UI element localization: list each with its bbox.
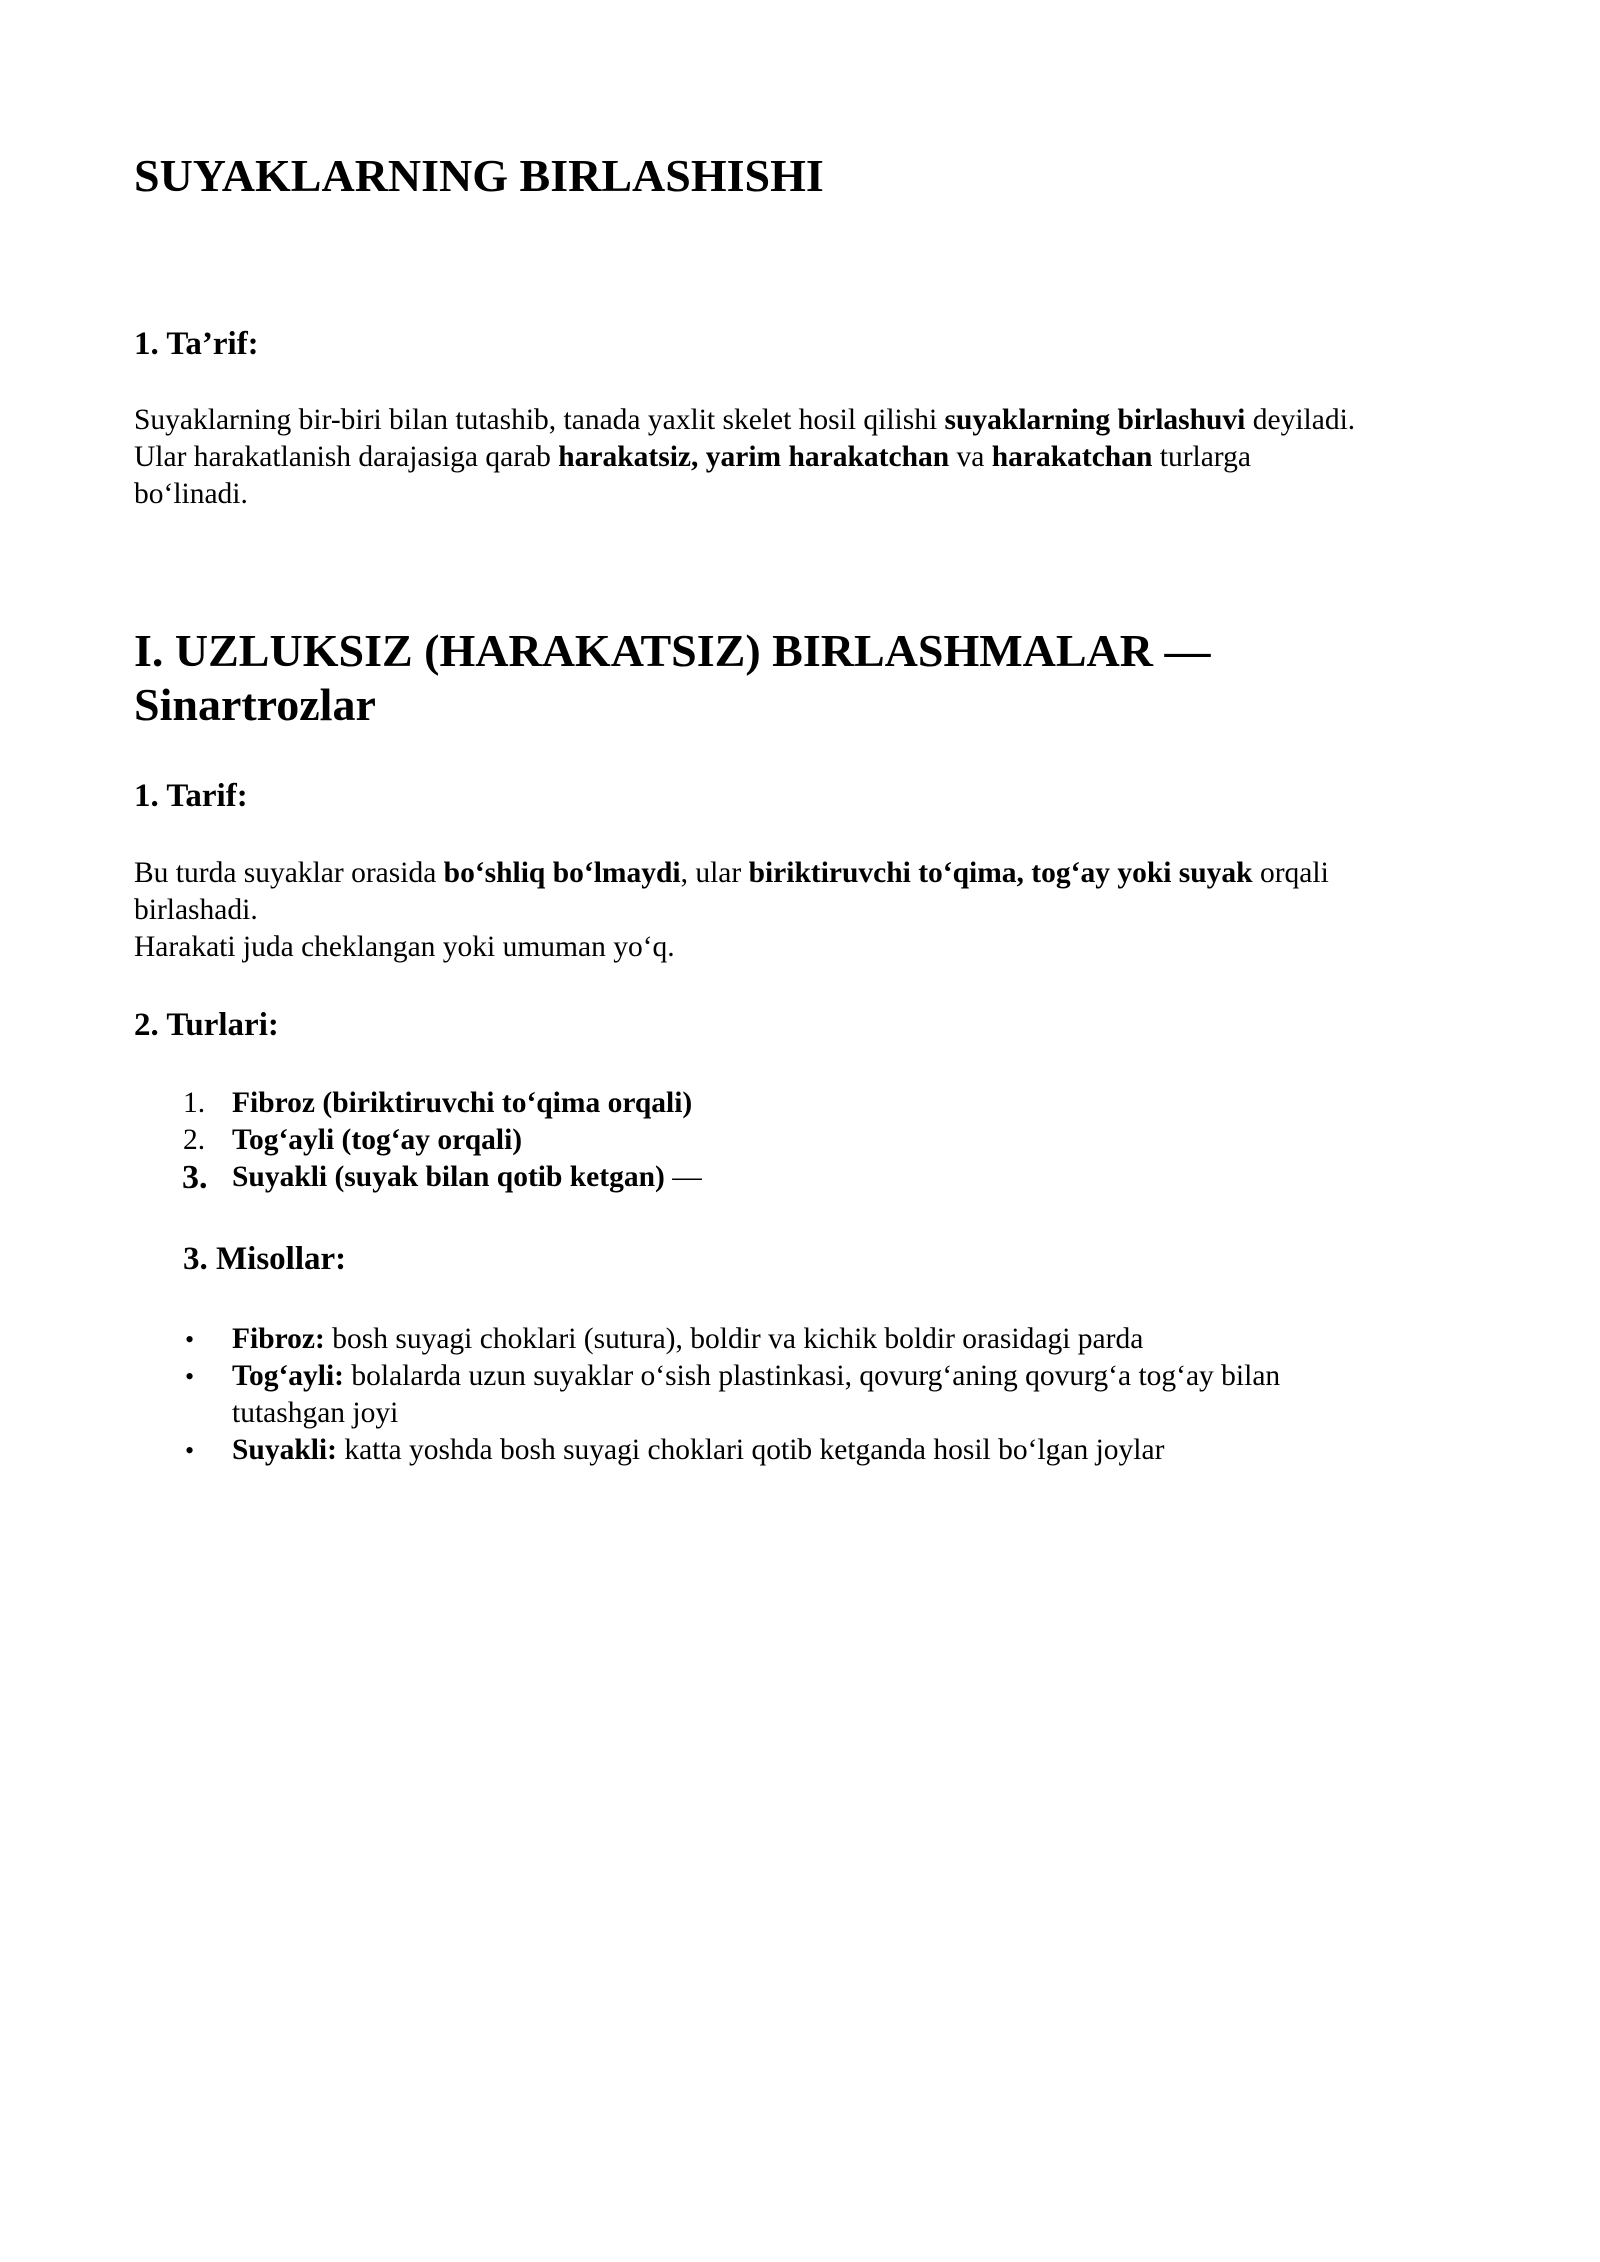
list-item-label: Suyakli (suyak bilan qotib ketgan): [232, 1161, 665, 1193]
list-item: [134, 1432, 1534, 1469]
list-item-suffix: —: [664, 1161, 702, 1193]
example-text: bolalarda uzun suyaklar o‘sish plastinkasi, qovurg‘aning qovurg‘a tog‘ay bilan: [344, 1360, 1281, 1392]
example-text: tutashgan joyi: [232, 1397, 399, 1429]
paragraph-text: orqali: [1252, 857, 1329, 889]
section-heading-line: Sinartrozlar: [134, 679, 376, 731]
subheading-tarif: 1. Tarif:: [134, 778, 248, 814]
list-item-label: Fibroz (biriktiruvchi to‘qima orqali): [232, 1087, 693, 1119]
bullet-icon: •: [185, 1325, 195, 1354]
paragraph-text: , ular: [680, 857, 749, 889]
definition-text: turlarga: [1152, 441, 1251, 473]
example-term: Fibroz:: [232, 1323, 325, 1355]
document-title: SUYAKLARNING BIRLASHISHI: [134, 150, 824, 201]
list-item-label: Tog‘ayli (tog‘ay orqali): [232, 1124, 523, 1156]
list-item: [134, 1358, 1534, 1432]
paragraph-text: birlashadi.: [134, 894, 258, 926]
example-term: Tog‘ayli:: [232, 1360, 345, 1392]
list-item: [134, 1085, 1534, 1122]
example-text: bosh suyagi choklari (sutura), boldir va kichik boldir orasidagi parda: [324, 1323, 1144, 1355]
paragraph-text: Harakati juda cheklangan yoki umuman yo‘q.: [134, 931, 675, 963]
definition-text: deyiladi.: [1245, 404, 1356, 436]
definition-text: va: [949, 441, 992, 473]
section-heading-line: I. UZLUKSIZ (HARAKATSIZ) BIRLASHMALAR —: [134, 625, 1211, 676]
bullet-icon: •: [185, 1362, 195, 1391]
examples-list: [134, 1321, 1534, 1469]
list-item: [134, 1159, 1534, 1196]
paragraph-term: biriktiruvchi to‘qima, tog‘ay yoki suyak: [748, 857, 1253, 889]
definition-text: Ular harakatlanish darajasiga qarab: [134, 441, 559, 473]
sinartroz-paragraph: [134, 855, 1534, 966]
list-number: 1.: [183, 1087, 206, 1119]
definition-term: harakatchan: [991, 441, 1153, 473]
definition-term: harakatsiz, yarim harakatchan: [558, 441, 950, 473]
section-heading-sinartrozlar: [134, 624, 1211, 733]
types-list: [134, 1085, 1534, 1196]
bullet-icon: •: [185, 1436, 195, 1465]
example-text: katta yoshda bosh suyagi choklari qotib ketganda hosil bo‘lgan joylar: [336, 1434, 1165, 1466]
list-number: 3.: [182, 1159, 208, 1196]
definition-text: Suyaklarning bir-biri bilan tutashib, tanada yaxlit skelet hosil qilishi: [134, 404, 945, 436]
paragraph-text: Bu turda suyaklar orasida: [134, 857, 444, 889]
definition-paragraph: [134, 402, 1534, 513]
list-number: 2.: [183, 1124, 206, 1156]
paragraph-term: bo‘shliq bo‘lmaydi: [443, 857, 681, 889]
definition-text: bo‘linadi.: [134, 478, 248, 510]
subheading-turlari: 2. Turlari:: [134, 1007, 279, 1043]
list-item: [134, 1122, 1534, 1159]
subheading-misollar: 3. Misollar:: [183, 1241, 347, 1277]
section-heading-tarif: 1. Ta’rif:: [134, 326, 259, 362]
definition-term: suyaklarning birlashuvi: [944, 404, 1246, 436]
list-item: [134, 1321, 1534, 1358]
example-term: Suyakli:: [232, 1434, 337, 1466]
